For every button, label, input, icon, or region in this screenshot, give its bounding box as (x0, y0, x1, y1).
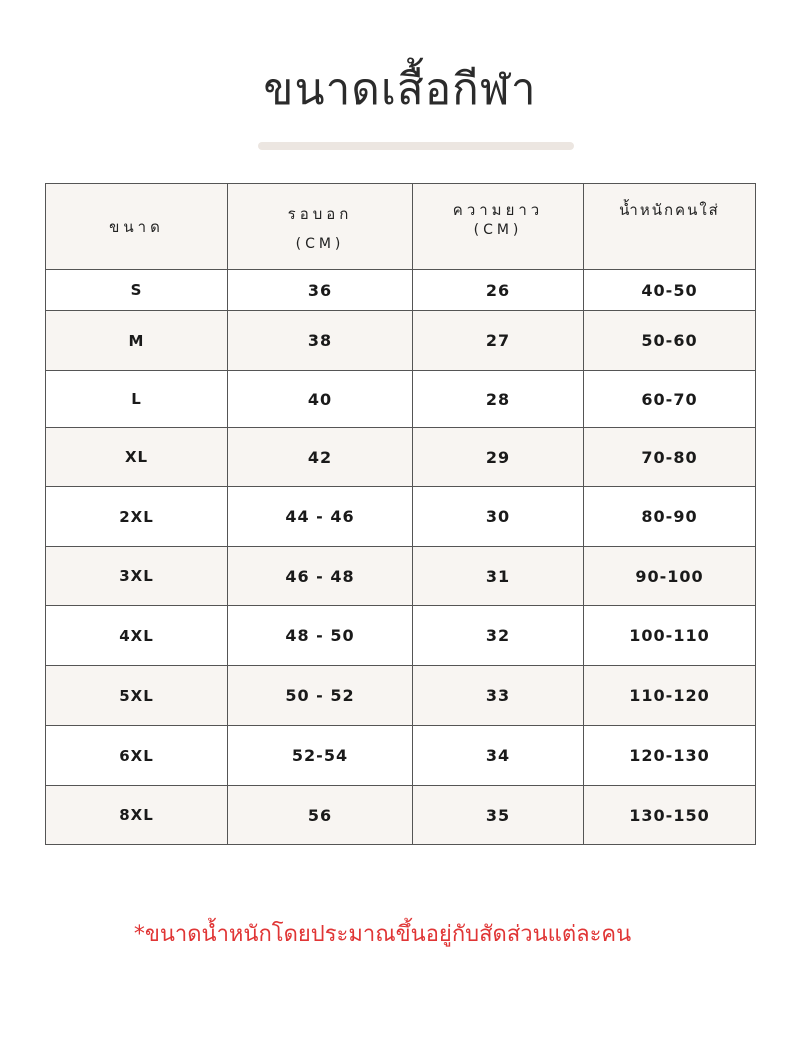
size-cell: S (46, 270, 228, 311)
length-cell: 31 (413, 547, 584, 606)
chest-cell: 52-54 (228, 726, 413, 786)
weight-cell: 90-100 (584, 547, 756, 606)
size-chart-table (45, 183, 756, 845)
chest-cell: 50 - 52 (228, 666, 413, 726)
table-row (46, 311, 756, 371)
table-row (46, 428, 756, 487)
table-row (46, 606, 756, 666)
size-cell: XL (46, 428, 228, 487)
length-cell: 27 (413, 311, 584, 371)
length-cell: 30 (413, 487, 584, 547)
table-row (46, 786, 756, 845)
table-row (46, 726, 756, 786)
chest-cell: 38 (228, 311, 413, 371)
weight-cell: 70-80 (584, 428, 756, 487)
size-cell: 8XL (46, 786, 228, 845)
table-row (46, 487, 756, 547)
header-length-unit: (CM) (473, 222, 523, 238)
weight-note: *ขนาดน้ำหนักโดยประมาณขึ้นอยู่กับสัดส่วนแต่ละคน (133, 922, 632, 947)
table-row (46, 371, 756, 428)
size-cell: 4XL (46, 606, 228, 666)
header-chest-unit: (CM) (295, 235, 345, 252)
chest-cell: 40 (228, 371, 413, 428)
size-cell: 6XL (46, 726, 228, 786)
chest-cell: 42 (228, 428, 413, 487)
chest-cell: 56 (228, 786, 413, 845)
chest-cell: 48 - 50 (228, 606, 413, 666)
header-weight-label: น้ำหนักคนใส่ (619, 201, 720, 219)
length-cell: 33 (413, 666, 584, 726)
weight-cell: 60-70 (584, 371, 756, 428)
size-cell: 2XL (46, 487, 228, 547)
table-body (46, 270, 756, 845)
weight-cell: 110-120 (584, 666, 756, 726)
weight-cell: 40-50 (584, 270, 756, 311)
chest-cell: 44 - 46 (228, 487, 413, 547)
length-cell: 32 (413, 606, 584, 666)
header-size-label: ขนาด (109, 217, 164, 236)
header-chest (228, 184, 413, 270)
length-cell: 26 (413, 270, 584, 311)
length-cell: 35 (413, 786, 584, 845)
table-header-row (46, 184, 756, 270)
table-row (46, 547, 756, 606)
length-cell: 34 (413, 726, 584, 786)
size-cell: L (46, 371, 228, 428)
header-chest-label: รอบอก (287, 204, 353, 223)
chest-cell: 46 - 48 (228, 547, 413, 606)
weight-cell: 80-90 (584, 487, 756, 547)
length-cell: 28 (413, 371, 584, 428)
header-length (413, 184, 584, 270)
length-cell: 29 (413, 428, 584, 487)
weight-cell: 50-60 (584, 311, 756, 371)
weight-cell: 120-130 (584, 726, 756, 786)
table-row (46, 270, 756, 311)
table-row (46, 666, 756, 726)
chest-cell: 36 (228, 270, 413, 311)
header-length-label: ความยาว (452, 201, 544, 219)
header-size (46, 184, 228, 270)
title-divider (258, 142, 574, 150)
weight-cell: 100-110 (584, 606, 756, 666)
size-cell: M (46, 311, 228, 371)
header-weight (584, 184, 756, 270)
page-title: ขนาดเสื้อกีฬา (263, 64, 537, 115)
weight-cell: 130-150 (584, 786, 756, 845)
size-cell: 3XL (46, 547, 228, 606)
size-cell: 5XL (46, 666, 228, 726)
